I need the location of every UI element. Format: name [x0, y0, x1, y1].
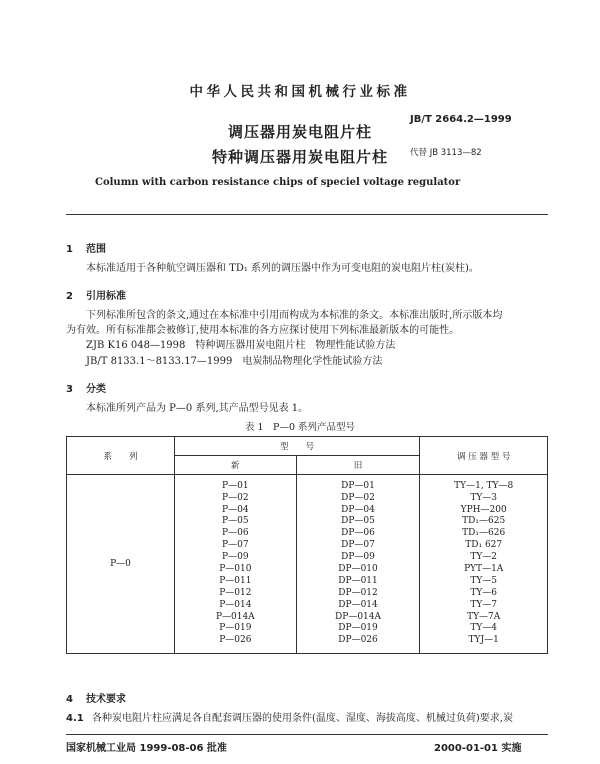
old-model-cell: DP—06: [341, 528, 375, 539]
regulator-model-cell: TYJ—1: [468, 635, 499, 646]
title-line-2: 特种调压器用炭电阻片柱: [211, 148, 388, 166]
product-model-table: [66, 436, 548, 654]
old-model-cell: DP—026: [338, 635, 378, 646]
section-1-number: 1: [66, 244, 73, 255]
new-model-cell: P—012: [219, 587, 252, 598]
new-model-cell: P—014: [219, 599, 252, 610]
section-2-text-2: 为有效。所有标准都会被修订,使用本标准的各方应探讨使用下列标准最新版本的可能性。: [66, 325, 460, 336]
section-3-number: 3: [66, 384, 73, 395]
section-1-text: 本标准适用于各种航空调压器和 TD₁ 系列的调压器中作为可变电阻的炭电阻片柱(炭柱)。: [86, 263, 479, 274]
regulator-model-cell: PYT—1A: [464, 564, 504, 574]
new-model-cell: P—09: [222, 552, 249, 563]
regulator-model-column: [420, 475, 548, 654]
section-3-title: 分类: [86, 384, 106, 395]
section-1-title: 范围: [86, 244, 106, 255]
old-model-cell: DP—019: [338, 623, 378, 634]
section-4-heading: [66, 690, 126, 705]
new-model-cell: P—06: [222, 528, 249, 539]
header-series: 系 列: [67, 437, 175, 475]
section-3-text: 本标准所列产品为 P—0 系列,其产品型号见表 1。: [86, 403, 309, 414]
new-model-cell: P—07: [222, 540, 249, 551]
section-4-title: 技术要求: [86, 694, 126, 705]
approval-info: 国家机械工业局 1999-08-06 批准: [66, 743, 227, 754]
reference-1: ZJB K16 048—1998 特种调压器用炭电阻片柱 物理性能试验方法: [86, 340, 396, 351]
old-model-column: [296, 475, 420, 654]
new-model-cell: P—014A: [215, 611, 255, 622]
old-model-cell: DP—04: [341, 504, 375, 515]
section-3-heading: [66, 380, 106, 395]
header-model: 型 号: [174, 437, 419, 456]
section-2-text-1: 下列标准所包含的条文,通过在本标准中引用而构成为本标准的条文。本标准出版时,所示版本均: [86, 310, 503, 321]
section-4-number: 4: [66, 694, 73, 705]
regulator-model-cell: TY—3: [470, 492, 498, 503]
new-model-cell: P—01: [222, 480, 249, 491]
regulator-model-cell: TD₁—626: [462, 528, 506, 539]
english-title: Column with carbon resistance chips of speciel voltage regulator: [95, 177, 461, 188]
old-model-cell: DP—07: [341, 540, 375, 551]
replaces-standard: 代替 JB 3113—82: [410, 148, 482, 158]
clause-4-1-number: 4.1: [66, 713, 84, 724]
new-model-column: [174, 475, 296, 654]
table-1-caption: 表 1 P—0 系列产品型号: [244, 422, 356, 433]
section-2-number: 2: [66, 291, 73, 302]
new-model-cell: P—04: [222, 504, 249, 515]
reference-2: JB/T 8133.1～8133.17—1999 电炭制品物理化学性能试验方法: [86, 356, 383, 367]
old-model-cell: DP—01: [341, 480, 375, 491]
new-model-cell: P—010: [219, 564, 252, 574]
regulator-model-cell: TY—2: [470, 552, 498, 563]
clause-4-1: [66, 712, 513, 726]
header-regulator-model: 调 压 器 型 号: [420, 437, 548, 475]
old-model-cell: DP—09: [341, 552, 375, 563]
new-model-cell: P—026: [219, 635, 252, 646]
section-1-heading: [66, 240, 106, 255]
standard-number: JB/T 2664.2—1999: [410, 114, 512, 125]
regulator-model-cell: TY—7: [470, 599, 498, 610]
section-2-heading: [66, 287, 126, 302]
footer-divider: [66, 734, 548, 735]
old-model-cell: DP—014A: [335, 611, 381, 622]
old-model-cell: DP—012: [338, 587, 378, 598]
regulator-model-cell: YPH—200: [460, 504, 507, 515]
issuing-organization: 中华人民共和国机械行业标准: [189, 84, 411, 100]
old-model-cell: DP—05: [341, 516, 375, 527]
regulator-model-cell: TY—4: [470, 623, 498, 634]
new-model-cell: P—019: [219, 623, 252, 634]
regulator-model-cell: TY—6: [470, 587, 498, 598]
header-old: 旧: [296, 456, 420, 475]
regulator-model-cell: TY—7A: [467, 611, 501, 622]
regulator-model-cell: TY—5: [470, 575, 498, 586]
regulator-model-cell: TD₁ 627: [465, 540, 503, 551]
title-line-1: 调压器用炭电阻片柱: [227, 123, 372, 141]
regulator-model-cell: TD₁—625: [462, 516, 506, 527]
new-model-cell: P—05: [222, 516, 249, 527]
series-cell: P—0: [67, 475, 175, 654]
regulator-model-cell: TY—1, TY—8: [454, 480, 514, 491]
old-model-cell: DP—011: [338, 575, 378, 586]
old-model-cell: DP—02: [341, 492, 375, 503]
clause-4-1-text: 各种炭电阻片柱应满足各自配套调压器的使用条件(温度、湿度、海拔高度、机械过负荷)要求,炭: [92, 713, 513, 724]
new-model-cell: P—02: [222, 492, 249, 503]
header-new: 新: [174, 456, 296, 475]
section-2-title: 引用标准: [86, 291, 126, 302]
header-divider: [66, 214, 548, 215]
old-model-cell: DP—010: [338, 564, 378, 574]
implementation-date: 2000-01-01 实施: [434, 743, 522, 754]
old-model-cell: DP—014: [338, 599, 378, 610]
new-model-cell: P—011: [219, 575, 252, 586]
